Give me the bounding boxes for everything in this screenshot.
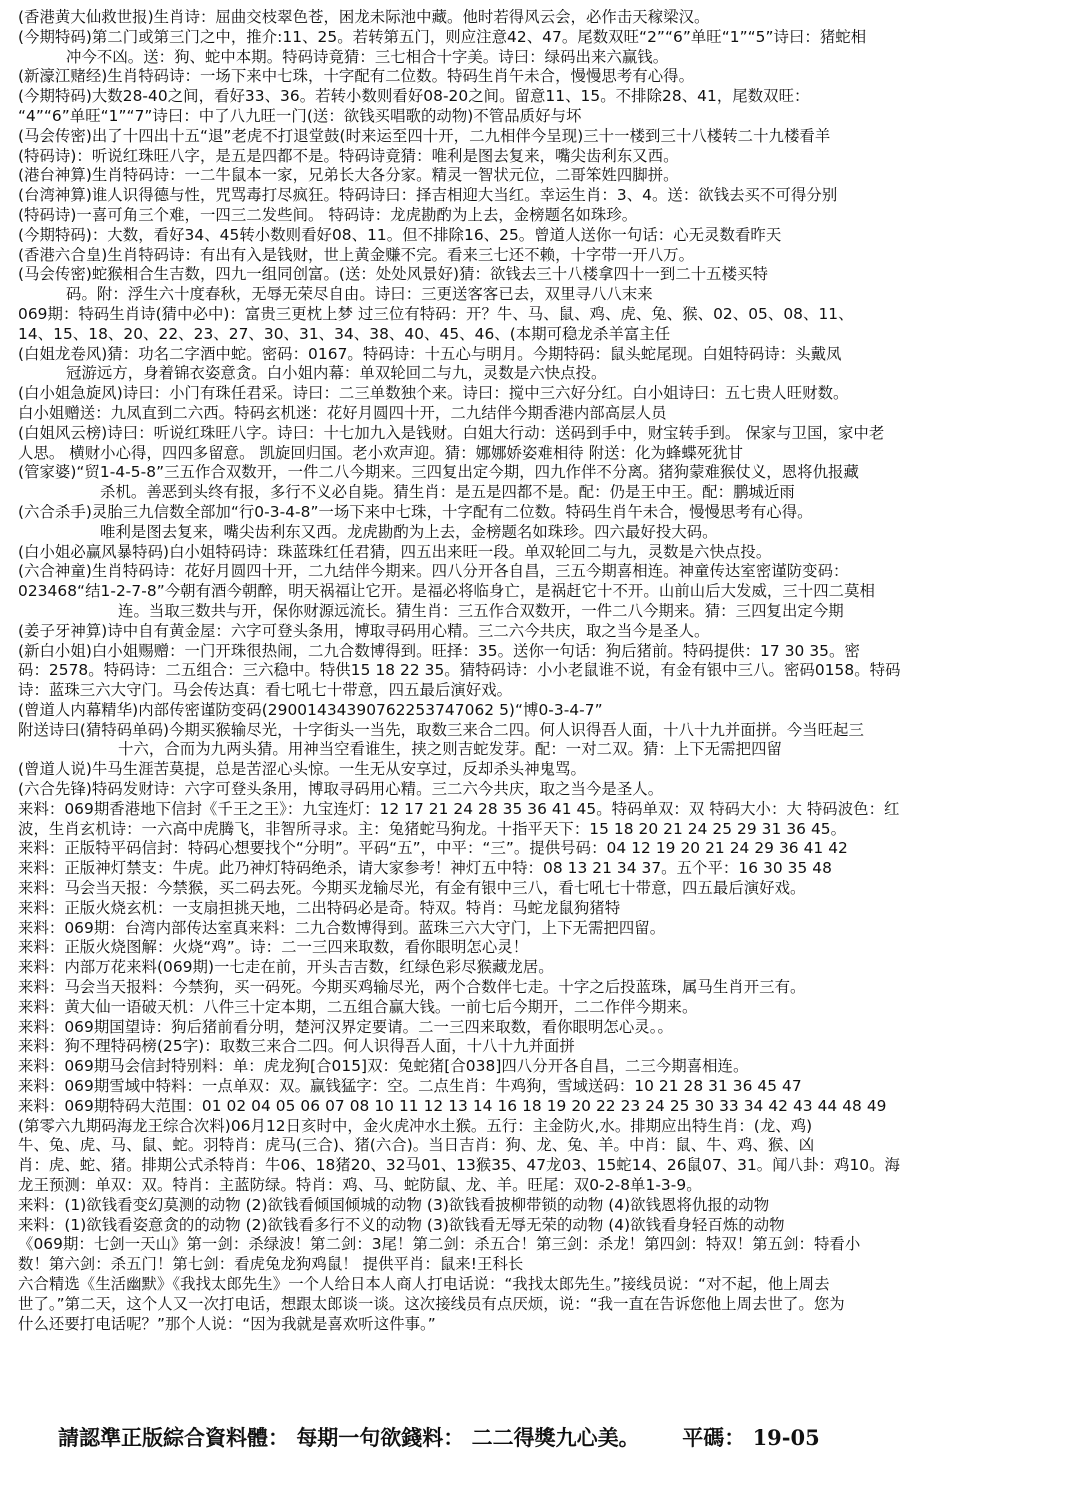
text-line: (新白小姐)白小姐赐赠：一门开珠很热闹，二九合数博得到。旺择：35。送你一句话：狗后猪前。特码提供：17 30 35。密 bbox=[18, 641, 860, 660]
text-line: 来料：(1)欲钱看姿意贪的的动物 (2)欲钱看多行不义的动物 (3)欲钱看无辱无荣的动物 (4)欲钱看身轻百炼的动物 bbox=[18, 1215, 785, 1234]
text-line: 杀机。善恶到头终有报，多行不义必自毙。猜生肖：是五是四都不是。配：仍是王中王。配：鹏城近雨 bbox=[100, 483, 795, 502]
text-line: 来料：内部万花来料(069期)一七走在前，开头吉吉数，红绿色彩尽猴藏龙居。 bbox=[18, 958, 554, 977]
text-line: (香港六合皇)生肖特码诗：有出有入是钱财，世上黄金赚不完。看来三七还不赖，十字带一开八万。 bbox=[18, 245, 695, 264]
text-line: (今期特码)大数28-40之间，看好33、36。若转小数则看好08-20之间。留意11、15。不排除28、41，尾数双旺： bbox=[18, 87, 810, 106]
text-line: 什么还要打电话呢？”那个人说：“因为我就是喜欢听这件事。” bbox=[18, 1314, 436, 1333]
text-line: (香港黄大仙救世报)生肖诗：屈曲交枝翠色苍，困龙未际池中藏。他时若得风云会，必作击天稼梁汉。 bbox=[18, 8, 710, 26]
text-line: 十六，合而为九两头猜。用神当空看谁生，挟之则吉蛇发芽。配：一对二双。猜：上下无需把四留 bbox=[118, 740, 782, 759]
text-line: (曾道人内幕精华)内部传密谨防变码(29001434390762253747062 5)“博0-3-4-7” bbox=[18, 700, 603, 719]
text-line: 023468“结1-2-7-8”今朝有酒今朝醉，明天祸福让它开。是福必将临身亡，是祸赶它十不开。山前山后大发威，三十四二莫相 bbox=[18, 582, 875, 601]
text-line: (新濠江赌经)生肖特码诗：一场下来中七珠，十字配有二位数。特码生肖午未合，慢慢思考有心得。 bbox=[18, 67, 695, 86]
text-line: 来料：正版神灯禁支：牛虎。此乃神灯特码绝杀，请大家参考！神灯五中特：08 13 21 34 37。五个平：16 30 35 48 bbox=[18, 859, 832, 878]
text-line: 牛、兔、虎、马、鼠、蛇。羽特肖：虎马(三合)、猪(六合)。当日吉肖：狗、龙、兔、羊。中肖：鼠、牛、鸡、猴、凶 bbox=[18, 1136, 815, 1155]
text-line: 来料：069期马会信封特别料：单：虎龙狗[合015]双：兔蛇猪[合038]四八分开各自昌，二三今期喜相连。 bbox=[18, 1057, 749, 1076]
text-line: (港台神算)生肖特码诗：一二牛鼠本一家，兄弟长大各分家。精灵一智状元位，二哥笨姓四脚拼。 bbox=[18, 166, 679, 185]
text-line: 来料：狗不理特码榜(25字)：取数三来合二四。何人识得吾人面，十八十九并面拼 bbox=[18, 1037, 575, 1056]
text-line: (六合杀手)灵胎三九信数全部加“行0-3-4-8”一场下来中七珠，十字配有二位数。特码生肖午未合，慢慢思考有心得。 bbox=[18, 502, 813, 521]
text-line: “4”“6”单旺“1”“7”诗曰：中了八九旺一门(送：欲钱买唱歌的动物)不管品质好与坏 bbox=[18, 106, 582, 125]
text-line: 诗：蓝珠三六大守门。马会传达真：看七吼七十带意，四五最后演好戏。 bbox=[18, 681, 513, 700]
text-line: (白姐风云榜)诗曰：听说红珠旺八字。诗曰：十七加九入是钱财。白姐大行动：送码到手中，财宝转手到。 保家与卫国，家中老 bbox=[18, 423, 885, 442]
text-line: 冠游远方，身着锦衣姿意贪。白小姐内幕：单双轮回二与九，灵数是六快点投。 bbox=[66, 364, 607, 383]
text-line: 来料：正版火烧玄机：一支扇担挑天地，二出特码必是奇。特双。特肖：马蛇龙鼠狗猪特 bbox=[18, 898, 621, 917]
text-line: 数！第六剑：杀五门！第七剑：看虎兔龙狗鸡鼠！ 提供平肖：鼠来!王科长 bbox=[18, 1255, 524, 1274]
text-line: 来料：069期香港地下信封《千王之王》：九宝连灯：12 17 21 24 28 35 36 41 45。特码单双：双 特码大小：大 特码波色：红 bbox=[18, 799, 900, 818]
text-line: (白小姐必赢风暴特码)白小姐特码诗：珠蓝珠红任君猜，四五出来旺一段。单双轮回二与九，灵数是六快点投。 bbox=[18, 542, 772, 561]
footer-code-label: 平碼： bbox=[682, 1425, 746, 1450]
text-line: (第零六九期码海龙王综合次料)06月12日亥时中，金火虎冲水土猴。五行：主金防火,水。排期应出特生肖：(龙、鸡) bbox=[18, 1116, 813, 1135]
text-line: (特码诗)一喜可角三个难，一四三二发些间。 特码诗：龙虎勘酌为上去，金榜题名如珠珍。 bbox=[18, 205, 638, 224]
text-line: (台湾神算)谁人识得德与性，咒骂毒打尽疯狂。特码诗曰：择吉相迎大当红。幸运生肖：3、4。送：欲钱去买不可得分别 bbox=[18, 186, 838, 205]
text-line: 连。当取三数共与开，保你财源远流长。猜生肖：三五作合双数开，一件二八今期来。猜：三四复出定今期 bbox=[118, 601, 844, 620]
text-line: 来料：069期：台湾内部传达室真来料：二九合数博得到。蓝珠三六大守门，上下无需把四留。 bbox=[18, 918, 666, 937]
text-line: (姜子牙神算)诗中自有黄金屋：六字可登头条用，博取寻码用心精。三二六今共庆，取之当今是圣人。 bbox=[18, 621, 710, 640]
footer-phrase-label: 每期一句欲錢料： bbox=[296, 1425, 465, 1450]
text-line: (特码诗)：听说红珠旺八字，是五是四都不是。特码诗竟猜：唯利是图去复来，嘴尖齿利东又西。 bbox=[18, 146, 679, 165]
text-line: (马会传密)蛇猴相合生吉数，四九一组同创富。(送：处处风景好)猜：欲钱去三十八楼拿四十一到二十五楼买特 bbox=[18, 265, 768, 284]
text-line: (今期特码)：大数，看好34、45转小数则看好08、11。但不排除16、25。曾道人送你一句话：心无灵数看昨天 bbox=[18, 225, 782, 244]
text-line: (今期特码)第二门或第三门之中，推介:11、25。若转第五门，则应注意42、47。尾数双旺“2”“6”单旺“1”“5”诗曰：猪蛇相 bbox=[18, 27, 867, 46]
text-line: 来料：马会当天报：今禁猴，买二码去死。今期买龙输尽光，有金有银中三八，看七吼七十带意，四五最后演好戏。 bbox=[18, 879, 806, 898]
text-line: 波，生肖玄机诗：一六高中虎腾飞，非智所寻求。主：兔猪蛇马狗龙。十指平天下：15 18 20 21 24 25 29 31 36 45。 bbox=[18, 819, 847, 838]
text-line: 来料：069期国望诗：狗后猪前看分明，楚河汉界定要请。二一三四来取数，看你眼明怎心灵。。 bbox=[18, 1017, 673, 1036]
text-line: 来料：(1)欲钱看变幻莫测的动物 (2)欲钱看倾国倾城的动物 (3)欲钱看披柳带锁的动物 (4)欲钱恩将仇报的动物 bbox=[18, 1195, 770, 1214]
text-line: 冲今不凶。送：狗、蛇中本期。特码诗竟猜：三七相合十字美。诗曰：绿码出来六赢钱。 bbox=[66, 47, 669, 66]
footer-banner bbox=[58, 1422, 1018, 1452]
text-line: (白小姐急旋风)诗曰：小门有珠任君采。诗曰：二三单数独个来。诗曰：搅中三六好分红。白小姐诗曰：五七贵人旺财数。 bbox=[18, 384, 849, 403]
text-line: 069期：特码生肖诗(猜中必中)：富贵三更枕上梦 过三位有特码：开？牛、马、鼠、鸡、虎、兔、猴、02、05、08、11、 bbox=[18, 304, 854, 323]
text-line: 肖：虎、蛇、猪。排期公式杀特肖：牛06、18猪20、32马01、13猴35、47龙03、15蛇14、26鼠07、31。闻八卦：鸡10。海 bbox=[18, 1156, 901, 1175]
text-line: 附送诗曰(猜特码单码)今期买猴输尽光，十字街头一当先，取数三来合二四。何人识得吾人面，十八十九并面拼。今当旺起三 bbox=[18, 720, 864, 739]
text-line: 人思。 横财小心得，四四多留意。 凯旋回归国。老小欢声迎。猜：娜娜娇姿难相待 附送：化为蜂蝶死犹甘 bbox=[18, 443, 744, 462]
text-line: (六合神童)生肖特码诗：花好月圆四十开，二九结伴今期来。四八分开各自昌，三五今期喜相连。神童传达室密谨防变码： bbox=[18, 562, 849, 581]
text-line: 唯利是图去复来，嘴尖齿利东又西。龙虎勘酌为上去，金榜题名如珠珍。四六最好投大码。 bbox=[100, 522, 718, 541]
text-line: (六合先锋)特码发财诗：六字可登头条用，博取寻码用心精。三二六今共庆，取之当今是圣人。 bbox=[18, 780, 664, 799]
text-line: (白姐龙卷风)猜：功名二字酒中蛇。密码：0167。特码诗：十五心与明月。今期特码：鼠头蛇尾现。白姐特码诗：头戴凤 bbox=[18, 344, 842, 363]
text-line: 来料：069期雪域中特料：一点单双：双。赢钱猛字：空。二点生肖：牛鸡狗，雪域送码：10 21 28 31 36 45 47 bbox=[18, 1077, 802, 1096]
text-line: 码。附：浮生六十度春秋，无辱无荣尽自由。诗曰：三更送客客已去，双里寻八八末来 bbox=[66, 285, 653, 304]
footer-code: 19-05 bbox=[752, 1425, 820, 1450]
text-line: 六合精选《生活幽默》《我找太郎先生》一个人给日本人商人打电话说：“我找太郎先生。”接线员说：“对不起，他上周去 bbox=[18, 1275, 830, 1293]
footer-phrase: 二二得獎九心美。 bbox=[471, 1425, 640, 1450]
text-line: 龙王预测：单双：双。特肖：主蓝防绿。特肖：鸡、马、蛇防鼠、龙、羊。旺尾：双0-2-8单1-3-9。 bbox=[18, 1176, 702, 1195]
footer-slogan: 請認準正版綜合資料體： bbox=[58, 1425, 289, 1450]
text-line: 14、15、18、20、22、23、27、30、31、34、38、40、45、46、(本期可稳龙杀羊富主任 bbox=[18, 324, 671, 343]
text-line: (管家婆)“贸1-4-5-8”三五作合双数开，一件二八今期来。三四复出定今期，四九作伴不分离。猪狗蒙难猴仗义，恩将仇报藏 bbox=[18, 463, 859, 482]
text-line: 来料：黄大仙一语破天机：八件三十定本期，二五组合赢大钱。一前七后今期开，二二作伴今期来。 bbox=[18, 997, 698, 1016]
text-line: (曾道人说)牛马生涯苦莫提，总是苦涩心头惊。一生无从安享过，反却杀头神鬼骂。 bbox=[18, 760, 586, 779]
text-line: 来料：马会当天报料：今禁狗，买一码死。今期买鸡输尽光，两个合数伴七走。十字之后投蓝珠，属马生肖开三有。 bbox=[18, 978, 806, 997]
text-line: 码：2578。特码诗：二五组合：三六稳中。特供15 18 22 35。猜特码诗：小小老鼠谁不说，有金有银中三八。密码0158。特码 bbox=[18, 661, 901, 680]
text-line: 来料：正版特平码信封：特码心想要找个“分明”。平码“五”，中平：“三”。提供号码：04 12 19 20 21 24 29 36 41 42 bbox=[18, 839, 848, 858]
text-line: 来料：069期特码大范围：01 02 04 05 06 07 08 10 11 12 13 14 16 18 19 20 22 23 24 25 30 33 34 42 43 44 48 49 bbox=[18, 1096, 887, 1115]
document-body bbox=[18, 8, 1048, 1334]
text-line: 白小姐赠送：九凤直到二六西。特码玄机迷：花好月圆四十开，二九结伴今期香港内部高层人员 bbox=[18, 403, 667, 422]
text-line: (马会传密)出了十四出十五“退”老虎不打退堂鼓(时来运至四十开，二九相伴今呈现)三十一楼到三十八楼转二十九楼看羊 bbox=[18, 126, 831, 145]
text-line: 来料：正版火烧图解：火烧“鸡”。诗：二一三四来取数，看你眼明怎心灵！ bbox=[18, 938, 529, 957]
text-line: 《069期：七剑一天山》第一剑：杀绿波！第二剑：3尾！第二剑：杀五合！第三剑：杀龙！第四剑：特双！第五剑：特看小 bbox=[18, 1235, 861, 1254]
text-line: 世了。”第二天，这个人又一次打电话，想跟太郎谈一谈。这次接线员有点厌烦，说：“我一直在告诉您他上周去世了。您为 bbox=[18, 1294, 845, 1313]
